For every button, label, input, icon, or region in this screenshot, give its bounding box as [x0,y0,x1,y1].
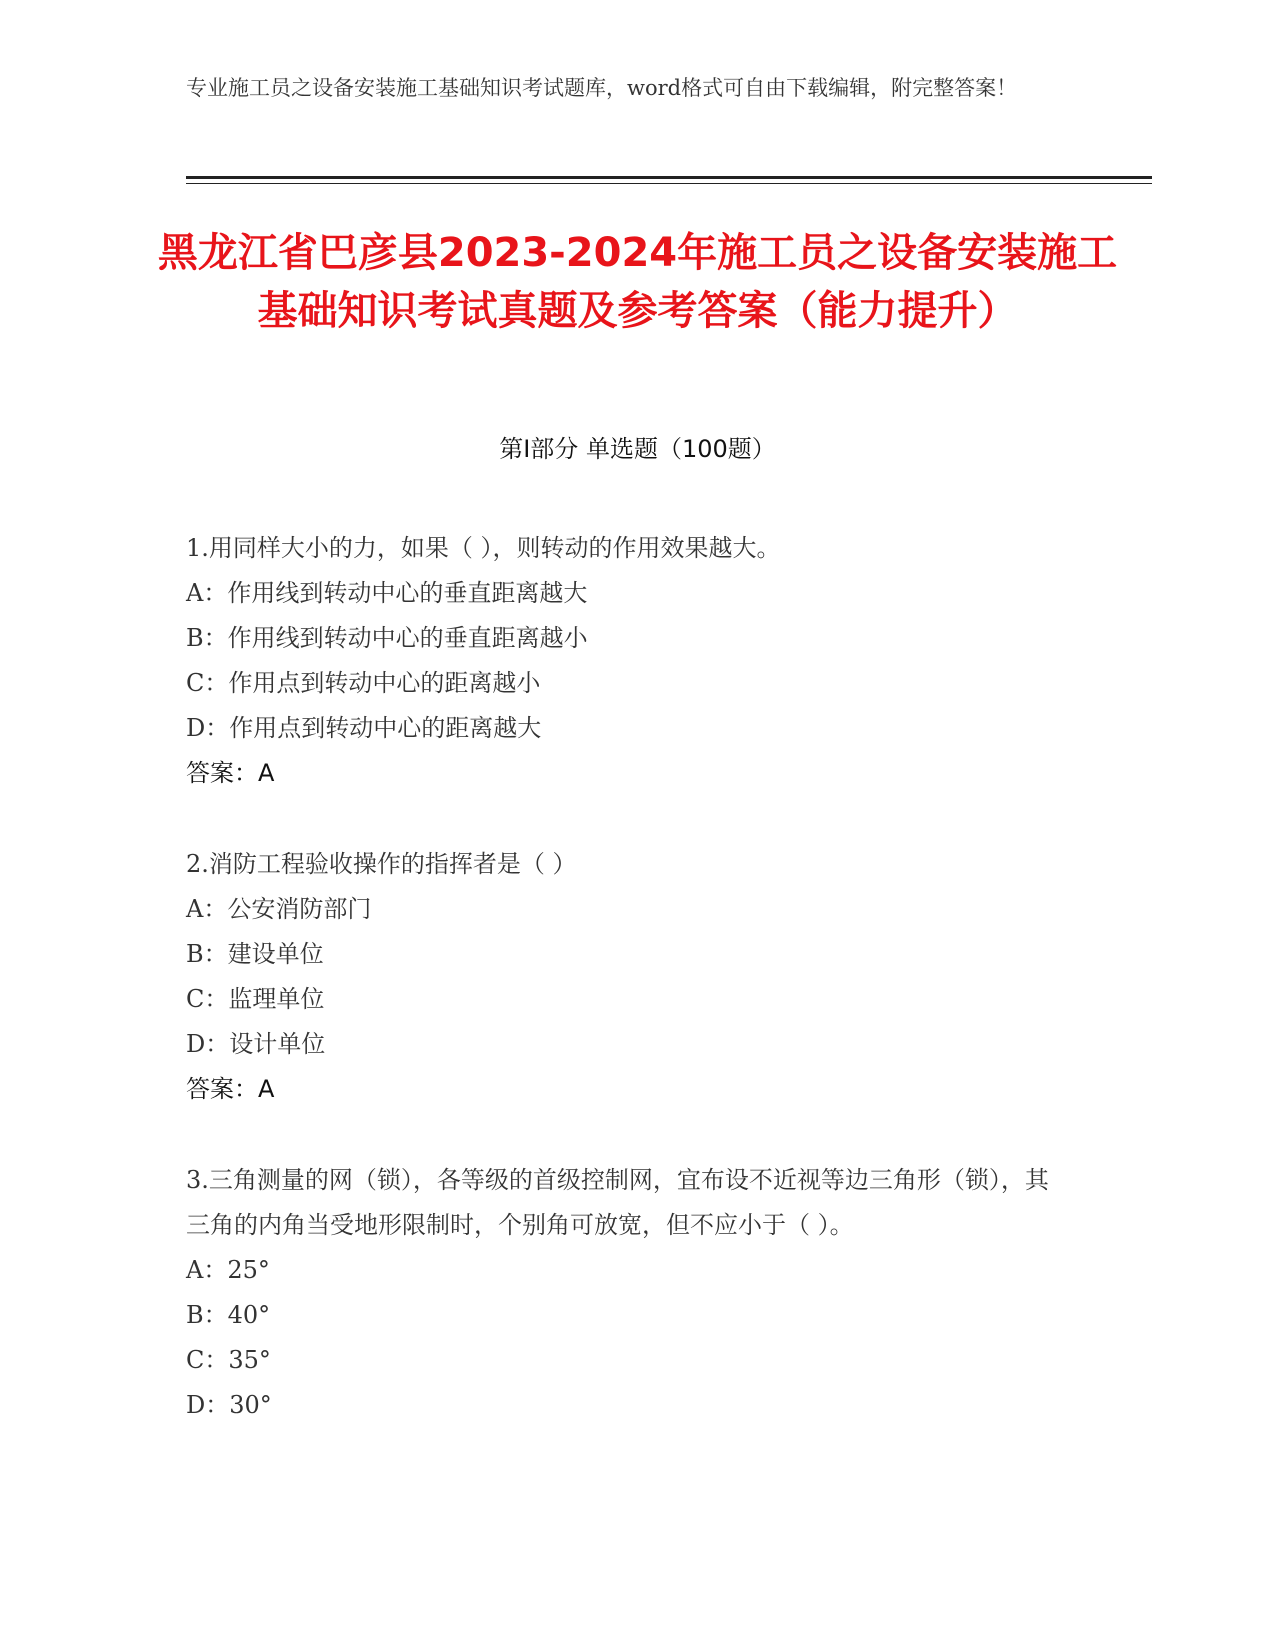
answer-line: 答案：A [186,759,275,787]
option-a: A：公安消防部门 [186,895,372,923]
question-block [186,842,1066,1112]
question-stem: 3.三角测量的网（锁），各等级的首级控制网，宜布设不近视等边三角形（锁），其三角的内角当受地形限制时，个别角可放宽，但不应小于（ ）。 [186,1166,1049,1239]
answer-line: 答案：A [186,1075,275,1103]
section-heading: 第Ⅰ部分 单选题（100题） [499,435,776,463]
option-c: C：作用点到转动中心的距离越小 [186,669,541,697]
question-stem: 1.用同样大小的力，如果（ ），则转动的作用效果越大。 [186,534,781,562]
option-a: A：作用线到转动中心的垂直距离越大 [186,579,588,607]
option-c: C：监理单位 [186,985,325,1013]
option-d: D：设计单位 [186,1030,326,1058]
header-divider-thick [186,176,1152,179]
question-block [186,526,1066,796]
question-block [186,1158,1066,1428]
option-d: D：作用点到转动中心的距离越大 [186,714,542,742]
option-b: B：40° [186,1301,271,1329]
question-stem: 2.消防工程验收操作的指挥者是（ ） [186,850,577,878]
header-divider-thin [186,183,1152,184]
option-d: D：30° [186,1391,272,1419]
header-note: 专业施工员之设备安装施工基础知识考试题库，word格式可自由下载编辑，附完整答案！ [186,76,1018,100]
option-c: C：35° [186,1346,271,1374]
document-title: 黑龙江省巴彦县2023-2024年施工员之设备安装施工基础知识考试真题及参考答案（能力提升） [157,230,1118,334]
option-a: A：25° [186,1256,270,1284]
option-b: B：作用线到转动中心的垂直距离越小 [186,624,588,652]
option-b: B：建设单位 [186,940,324,968]
